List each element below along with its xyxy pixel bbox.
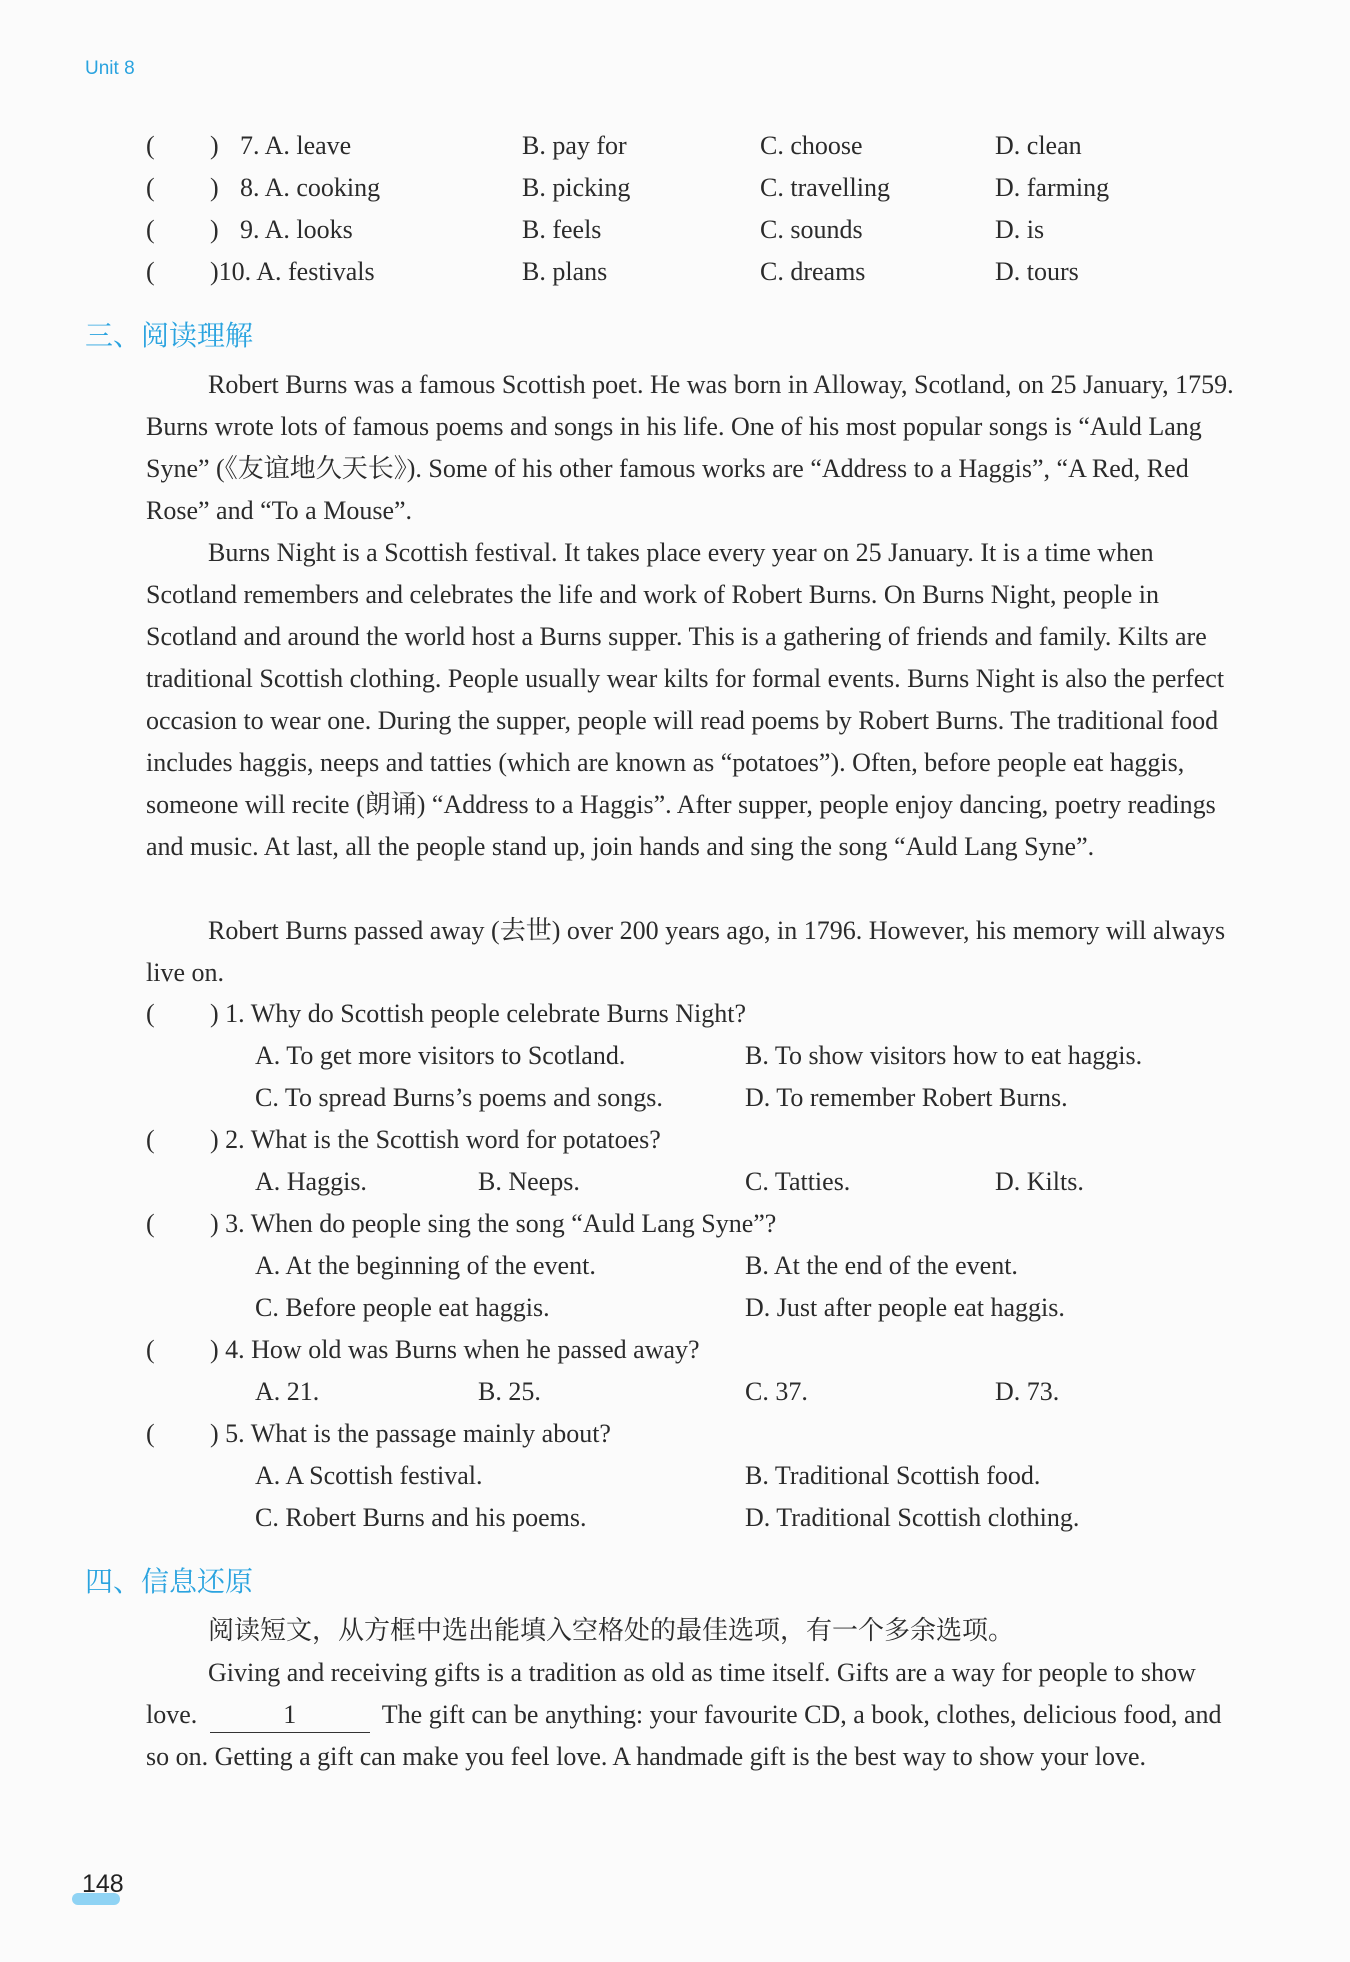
- option-c: C. Before people eat haggis.: [255, 1293, 550, 1322]
- question-text: ) 5. What is the passage mainly about?: [210, 1419, 611, 1448]
- answer-bracket-close: ): [210, 215, 219, 244]
- answer-bracket-open[interactable]: (: [146, 173, 155, 202]
- option-a: A. Haggis.: [255, 1167, 367, 1196]
- option-b: B. plans: [522, 257, 608, 286]
- question-text: ) 1. Why do Scottish people celebrate Burns Night?: [210, 999, 747, 1028]
- option-d: D. To remember Robert Burns.: [745, 1083, 1068, 1112]
- option-b: B. picking: [522, 173, 631, 202]
- option-c: C. dreams: [760, 257, 866, 286]
- option-c: C. travelling: [760, 173, 890, 202]
- option-a: 8. A. cooking: [240, 173, 381, 202]
- answer-bracket-open[interactable]: (: [146, 257, 155, 286]
- option-a: 9. A. looks: [240, 215, 353, 244]
- option-a: A. To get more visitors to Scotland.: [255, 1041, 626, 1070]
- option-b: B. Traditional Scottish food.: [745, 1461, 1041, 1490]
- answer-bracket-open[interactable]: (: [146, 1209, 155, 1238]
- option-c: C. 37.: [745, 1377, 808, 1406]
- answer-bracket-open[interactable]: (: [146, 131, 155, 160]
- passage-paragraph: Robert Burns passed away (去世) over 200 years ago, in 1796. However, his memory will always live on.: [146, 916, 1226, 987]
- answer-bracket-open[interactable]: (: [146, 999, 155, 1028]
- answer-bracket-open[interactable]: (: [146, 1125, 155, 1154]
- page-number: 148: [82, 1870, 124, 1898]
- option-c: C. Tatties.: [745, 1167, 851, 1196]
- option-a: A. A Scottish festival.: [255, 1461, 483, 1490]
- option-c: C. sounds: [760, 215, 863, 244]
- option-d: D. Traditional Scottish clothing.: [745, 1503, 1080, 1532]
- option-d: D. Just after people eat haggis.: [745, 1293, 1065, 1322]
- section-title-reading: 三、阅读理解: [85, 319, 254, 352]
- option-d: D. clean: [995, 131, 1082, 160]
- option-d: D. Kilts.: [995, 1167, 1084, 1196]
- option-d: D. is: [995, 215, 1045, 244]
- option-c: C. To spread Burns’s poems and songs.: [255, 1083, 663, 1112]
- option-b: B. To show visitors how to eat haggis.: [745, 1041, 1143, 1070]
- option-d: D. farming: [995, 173, 1110, 202]
- option-b: B. feels: [522, 215, 602, 244]
- option-b: B. At the end of the event.: [745, 1251, 1018, 1280]
- option-d: D. tours: [995, 257, 1079, 286]
- question-text: ) 2. What is the Scottish word for potatoes?: [210, 1125, 661, 1154]
- section-title-info-restore: 四、信息还原: [85, 1565, 254, 1598]
- section-instruction: 阅读短文，从方框中选出能填入空格处的最佳选项，有一个多余选项。: [208, 1616, 1015, 1645]
- option-a: A. At the beginning of the event.: [255, 1251, 596, 1280]
- answer-bracket-open[interactable]: (: [146, 215, 155, 244]
- passage-paragraph: Burns Night is a Scottish festival. It takes place every year on 25 January. It is a time when Scotland remembers and celebrates the life and work of Robert Burns. On Burns Night, people in Scotland and around the world host a Burns supper. This is a gathering of friends and family. Kilts are traditional Scottish clothing. People usually wear kilts for formal events. Burns Night is also the perfect occasion to wear one. During the supper, people will read poems by Robert Burns. The traditional food includes haggis, neeps and tatties (which are known as “potatoes”). Often, before people eat haggis, someone will recite (朗诵) “Address to a Haggis”. After supper, people enjoy dancing, poetry readings and music. At last, all the people stand up, join hands and sing the song “Auld Lang Syne”.: [146, 538, 1225, 861]
- option-c: C. Robert Burns and his poems.: [255, 1503, 587, 1532]
- fill-blank[interactable]: 1: [210, 1698, 370, 1733]
- option-b: B. pay for: [522, 131, 627, 160]
- option-b: B. 25.: [478, 1377, 541, 1406]
- question-text: ) 4. How old was Burns when he passed away?: [210, 1335, 700, 1364]
- option-a: A. 21.: [255, 1377, 320, 1406]
- option-a: 7. A. leave: [240, 131, 352, 160]
- option-a: )10. A. festivals: [210, 257, 375, 286]
- passage-paragraph: Robert Burns was a famous Scottish poet. He was born in Alloway, Scotland, on 25 January, 1759. Burns wrote lots of famous poems and songs in his life. One of his most popular songs is “Auld Lang Syne” (《友谊地久天长》). Some of his other famous works are “Address to a Haggis”, “A Red, Red Rose” and “To a Mouse”.: [146, 370, 1234, 525]
- answer-bracket-open[interactable]: (: [146, 1419, 155, 1448]
- passage-paragraph: [146, 1652, 1236, 1778]
- answer-bracket-open[interactable]: (: [146, 1335, 155, 1364]
- option-c: C. choose: [760, 131, 863, 160]
- passage-text-end: The gift can be anything: your favourite CD, a book, clothes, delicious food, and so on. Getting a gift can make you feel love. A handmade gift is the best way to show your love.: [146, 1700, 1222, 1771]
- passage-text-start: Giving and receiving gifts is a tradition as old as time itself. Gifts are a way for people to show love.: [146, 1658, 1196, 1729]
- option-b: B. Neeps.: [478, 1167, 580, 1196]
- answer-bracket-close: ): [210, 131, 219, 160]
- question-text: ) 3. When do people sing the song “Auld Lang Syne”?: [210, 1209, 777, 1238]
- unit-header: Unit 8: [85, 58, 135, 79]
- option-d: D. 73.: [995, 1377, 1060, 1406]
- answer-bracket-close: ): [210, 173, 219, 202]
